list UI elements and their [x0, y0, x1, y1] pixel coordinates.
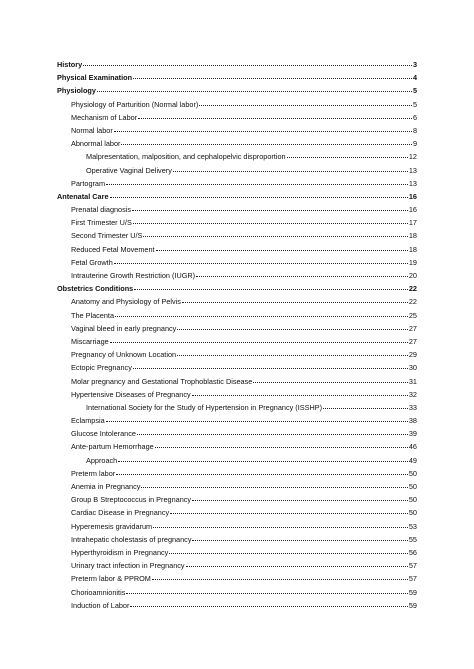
toc-entry[interactable]	[57, 150, 417, 163]
dot-leader	[116, 473, 408, 475]
dot-leader	[156, 249, 408, 251]
dot-leader	[134, 288, 408, 290]
toc-entry-title: Intrauterine Growth Restriction (IUGR)	[71, 271, 196, 280]
toc-entry-page-number: 20	[408, 271, 417, 280]
toc-entry-title: Prenatal diagnosis	[71, 205, 132, 215]
toc-entry-page-number: 38	[408, 416, 417, 426]
toc-entry[interactable]	[57, 84, 417, 97]
toc-entry-title: Preterm labor	[71, 468, 116, 478]
toc-entry[interactable]	[57, 164, 417, 177]
toc-entry-title: Eclampsia	[71, 416, 105, 426]
toc-entry-page-number: 17	[408, 218, 417, 228]
toc-entry-page-number: 16	[408, 191, 417, 201]
dot-leader	[196, 275, 408, 277]
toc-entry-title: Induction of Labor	[71, 600, 130, 610]
toc-entry-title: Second Trimester U/S	[71, 231, 143, 241]
toc-entry-page-number: 56	[408, 547, 417, 557]
toc-entry-page-number: 22	[408, 297, 417, 307]
toc-entry-page-number: 13	[408, 178, 417, 188]
toc-entry[interactable]	[57, 295, 417, 308]
toc-entry-title: Obstetrics Conditions	[57, 284, 134, 294]
dot-leader	[132, 209, 408, 211]
toc-entry[interactable]	[57, 375, 417, 388]
dot-leader	[106, 420, 408, 422]
table-of-contents	[57, 58, 417, 612]
dot-leader	[110, 341, 408, 343]
toc-entry-title: The Placenta	[71, 310, 114, 320]
toc-entry-title: First Trimester U/S	[71, 218, 132, 228]
toc-entry[interactable]	[57, 203, 417, 216]
toc-entry-page-number: 13	[408, 165, 417, 175]
toc-entry[interactable]	[57, 599, 417, 612]
dot-leader	[192, 499, 408, 501]
toc-entry[interactable]	[57, 269, 417, 282]
toc-entry-title: Physiology of Parturition (Normal labor)	[71, 99, 199, 109]
toc-entry-page-number: 50	[408, 508, 417, 518]
toc-entry-title: Physiology	[57, 86, 96, 96]
toc-entry-title: International Society for the Study of Hypertension in Pregnancy (ISSHP)	[86, 402, 323, 412]
toc-entry[interactable]	[57, 506, 417, 519]
toc-entry-page-number: 19	[408, 257, 417, 267]
toc-entry-page-number: 50	[408, 482, 417, 491]
toc-entry[interactable]	[57, 256, 417, 269]
dot-leader	[133, 77, 412, 79]
toc-entry[interactable]	[57, 229, 417, 242]
toc-entry-title: Malpresentation, malposition, and cephalopelvic disproportion	[86, 152, 286, 162]
toc-entry[interactable]	[57, 480, 417, 493]
toc-entry[interactable]	[57, 572, 417, 585]
dot-leader	[133, 367, 408, 369]
dot-leader	[141, 486, 408, 488]
toc-entry[interactable]	[57, 335, 417, 348]
toc-entry-page-number: 25	[408, 310, 417, 320]
toc-entry-title: Antenatal Care	[57, 191, 109, 201]
toc-entry-page-number: 50	[408, 468, 417, 478]
toc-entry-page-number: 55	[408, 534, 417, 544]
toc-entry-page-number: 5	[412, 99, 417, 109]
toc-entry-page-number: 49	[408, 455, 417, 465]
toc-entry-page-number: 57	[408, 561, 417, 571]
toc-entry-title: Fetal Growth	[71, 257, 113, 267]
toc-entry-page-number: 6	[412, 112, 417, 122]
dot-leader	[287, 156, 408, 158]
toc-entry[interactable]	[57, 493, 417, 506]
toc-entry-page-number: 9	[412, 139, 417, 149]
toc-entry-title: History	[57, 60, 83, 69]
toc-entry-page-number: 16	[408, 205, 417, 215]
dot-leader	[130, 605, 407, 607]
dot-leader	[97, 90, 412, 92]
toc-entry-page-number: 12	[408, 152, 417, 162]
toc-entry-title: Hyperthyroidism in Pregnancy	[71, 547, 169, 557]
dot-leader	[137, 433, 408, 435]
toc-entry-page-number: 4	[412, 73, 417, 83]
toc-entry[interactable]	[57, 98, 417, 111]
toc-entry[interactable]	[57, 177, 417, 190]
toc-entry-title: Hypertensive Diseases of Pregnancy	[71, 389, 191, 399]
toc-entry-page-number: 33	[408, 402, 417, 412]
toc-entry-title: Hyperemesis gravidarum	[71, 521, 153, 531]
toc-entry-page-number: 59	[408, 587, 417, 597]
toc-entry[interactable]	[57, 440, 417, 453]
toc-entry-page-number: 3	[412, 60, 417, 69]
toc-entry[interactable]	[57, 124, 417, 137]
toc-entry-title: Anatomy and Physiology of Pelvis	[71, 297, 181, 307]
toc-entry[interactable]	[57, 243, 417, 256]
toc-entry-page-number: 46	[408, 442, 417, 452]
toc-entry-title: Preterm labor & PPROM	[71, 574, 151, 584]
toc-entry[interactable]	[57, 71, 417, 84]
toc-entry[interactable]	[57, 58, 417, 71]
toc-entry[interactable]	[57, 533, 417, 546]
dot-leader	[83, 64, 412, 66]
toc-entry-page-number: 18	[408, 244, 417, 254]
toc-entry-page-number: 5	[412, 86, 417, 96]
toc-entry[interactable]	[57, 111, 417, 124]
toc-entry-title: Ante-partum Hemorrhage	[71, 442, 154, 452]
dot-leader	[115, 315, 408, 317]
toc-entry[interactable]	[57, 586, 417, 599]
dot-leader	[192, 539, 407, 541]
toc-entry-title: Reduced Fetal Movement	[71, 244, 155, 254]
toc-entry-page-number: 27	[408, 323, 417, 333]
dot-leader	[173, 170, 408, 172]
toc-entry-page-number: 59	[408, 600, 417, 610]
toc-entry-page-number: 53	[408, 521, 417, 531]
toc-entry-title: Urinary tract infection in Pregnancy	[71, 561, 185, 571]
dot-leader	[118, 460, 408, 462]
toc-entry-title: Intrahepatic cholestasis of pregnancy	[71, 534, 192, 544]
toc-entry-page-number: 39	[408, 429, 417, 439]
toc-entry-title: Chorioamnionitis	[71, 587, 126, 597]
toc-entry[interactable]	[57, 216, 417, 229]
toc-entry-title: Operative Vaginal Delivery	[86, 165, 172, 175]
toc-entry-title: Partogram	[71, 178, 106, 188]
dot-leader	[182, 301, 408, 303]
toc-entry[interactable]	[57, 348, 417, 361]
toc-entry[interactable]	[57, 361, 417, 374]
toc-entry[interactable]	[57, 322, 417, 335]
toc-entry-title: Molar pregnancy and Gestational Trophoblastic Disease	[71, 376, 253, 386]
dot-leader	[169, 552, 408, 554]
toc-entry-title: Approach	[86, 455, 118, 465]
dot-leader	[253, 381, 408, 383]
toc-entry[interactable]	[57, 401, 417, 414]
toc-entry-page-number: 30	[408, 363, 417, 373]
toc-entry[interactable]	[57, 427, 417, 440]
toc-entry-title: Anemia in Pregnancy	[71, 482, 141, 491]
dot-leader	[192, 394, 408, 396]
toc-entry-page-number: 8	[412, 125, 417, 135]
toc-entry-page-number: 57	[408, 574, 417, 584]
toc-entry[interactable]	[57, 309, 417, 322]
toc-entry-title: Cardiac Disease in Pregnancy	[71, 508, 170, 518]
dot-leader	[153, 526, 408, 528]
toc-entry[interactable]	[57, 137, 417, 150]
toc-entry-title: Mechanism of Labor	[71, 112, 138, 122]
toc-entry-title: Physical Examination	[57, 73, 133, 83]
toc-entry-title: Group B Streptococcus in Pregnancy	[71, 495, 192, 505]
toc-entry[interactable]	[57, 546, 417, 559]
toc-entry-page-number: 29	[408, 350, 417, 360]
toc-entry[interactable]	[57, 559, 417, 572]
toc-entry-page-number: 50	[408, 495, 417, 505]
toc-entry-title: Miscarriage	[71, 336, 109, 346]
dot-leader	[143, 235, 408, 237]
toc-entry-title: Normal labor	[71, 125, 113, 135]
toc-entry-page-number: 22	[408, 284, 417, 294]
dot-leader	[177, 328, 408, 330]
toc-entry[interactable]	[57, 414, 417, 427]
toc-entry[interactable]	[57, 454, 417, 467]
toc-entry-page-number: 31	[408, 376, 417, 386]
toc-entry-title: Vaginal bleed in early pregnancy	[71, 323, 177, 333]
dot-leader	[177, 354, 408, 356]
dot-leader	[121, 143, 411, 145]
toc-entry[interactable]	[57, 520, 417, 533]
toc-entry-title: Ectopic Pregnancy	[71, 363, 132, 373]
dot-leader	[110, 196, 408, 198]
dot-leader	[155, 446, 408, 448]
toc-entry[interactable]	[57, 467, 417, 480]
dot-leader	[106, 183, 408, 185]
toc-entry-page-number: 18	[408, 231, 417, 241]
dot-leader	[126, 592, 408, 594]
toc-entry-title: Glucose Intolerance	[71, 429, 136, 439]
dot-leader	[199, 104, 412, 106]
toc-entry-page-number: 27	[408, 336, 417, 346]
dot-leader	[170, 512, 408, 514]
dot-leader	[152, 578, 408, 580]
dot-leader	[133, 222, 408, 224]
toc-entry[interactable]	[57, 282, 417, 295]
toc-entry-page-number: 32	[408, 389, 417, 399]
toc-entry[interactable]	[57, 190, 417, 203]
toc-entry-title: Abnormal labor	[71, 139, 121, 149]
dot-leader	[138, 117, 412, 119]
dot-leader	[323, 407, 408, 409]
toc-entry-title: Pregnancy of Unknown Location	[71, 350, 177, 360]
dot-leader	[114, 130, 412, 132]
toc-entry[interactable]	[57, 388, 417, 401]
dot-leader	[114, 262, 408, 264]
dot-leader	[186, 565, 408, 567]
